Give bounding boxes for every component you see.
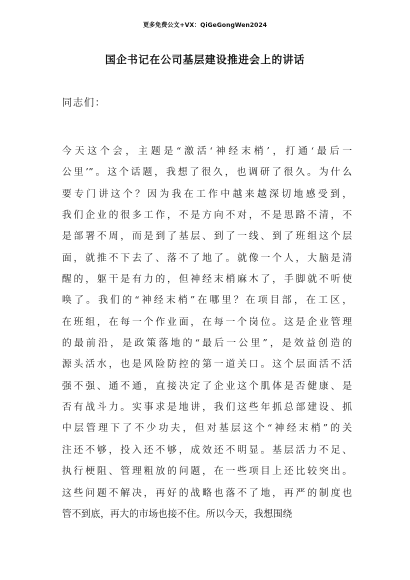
salutation: 同志们： — [62, 98, 106, 109]
body-line: 注还不够，投入还不够，成效还不明显。基层活力不足、 — [62, 444, 352, 456]
body-line: 唤了。我们的“神经末梢”在哪里？在项目部，在工区， — [62, 295, 352, 307]
body-line: 这些问题不解决，再好的战略也落不了地，再严的制度也 — [62, 487, 352, 499]
body-line: 我们企业的很多工作，不是方向不对，不是思路不清，不 — [62, 210, 352, 222]
body-line: 源头活水，也是风险防控的第一道关口。这个层面活不活 — [62, 359, 352, 371]
document-title: 国企书记在公司基层建设推进会上的讲话 — [105, 54, 305, 66]
body-line: 公里’”。这个话题，我想了很久，也调研了很久。为什么 — [62, 167, 352, 179]
body-line: 醒的，躯干是有力的，但神经末梢麻木了，手脚就不听使 — [62, 274, 352, 286]
body-line: 在班组，在每一个作业面，在每一个岗位。这是企业管理 — [62, 316, 352, 328]
body-line: 中层管理下了不少功夫，但对基层这个“神经末梢”的关 — [62, 423, 352, 435]
body-line: 是部署不周，而是到了基层、到了一线、到了班组这个层 — [62, 231, 352, 243]
header-note: 更多免费公文+VX：QiGeGongWen2024 — [142, 22, 267, 29]
body-line: 要专门讲这个？因为我在工作中越来越深切地感受到， — [62, 188, 352, 200]
body-line: 强不强、通不通，直接决定了企业这个肌体是否健康、是 — [62, 380, 352, 392]
body-line: 面，就推不下去了、落不了地了。就像一个人，大脑是清 — [62, 252, 352, 264]
body-line: 的最前沿，是政策落地的“最后一公里”，是效益创造的 — [62, 338, 352, 350]
body-line: 今天这个会，主题是“激活‘神经末梢’，打通‘最后一 — [62, 146, 352, 157]
body-line: 管不到底，再大的市场也接不住。所以今天，我想围绕 — [62, 508, 293, 520]
body-paragraph — [62, 141, 352, 525]
body-line: 否有战斗力。实事求是地讲，我们这些年抓总部建设、抓 — [62, 402, 352, 414]
body-line: 执行梗阻、管理粗放的问题，在一些项目上还比较突出。 — [62, 466, 352, 478]
